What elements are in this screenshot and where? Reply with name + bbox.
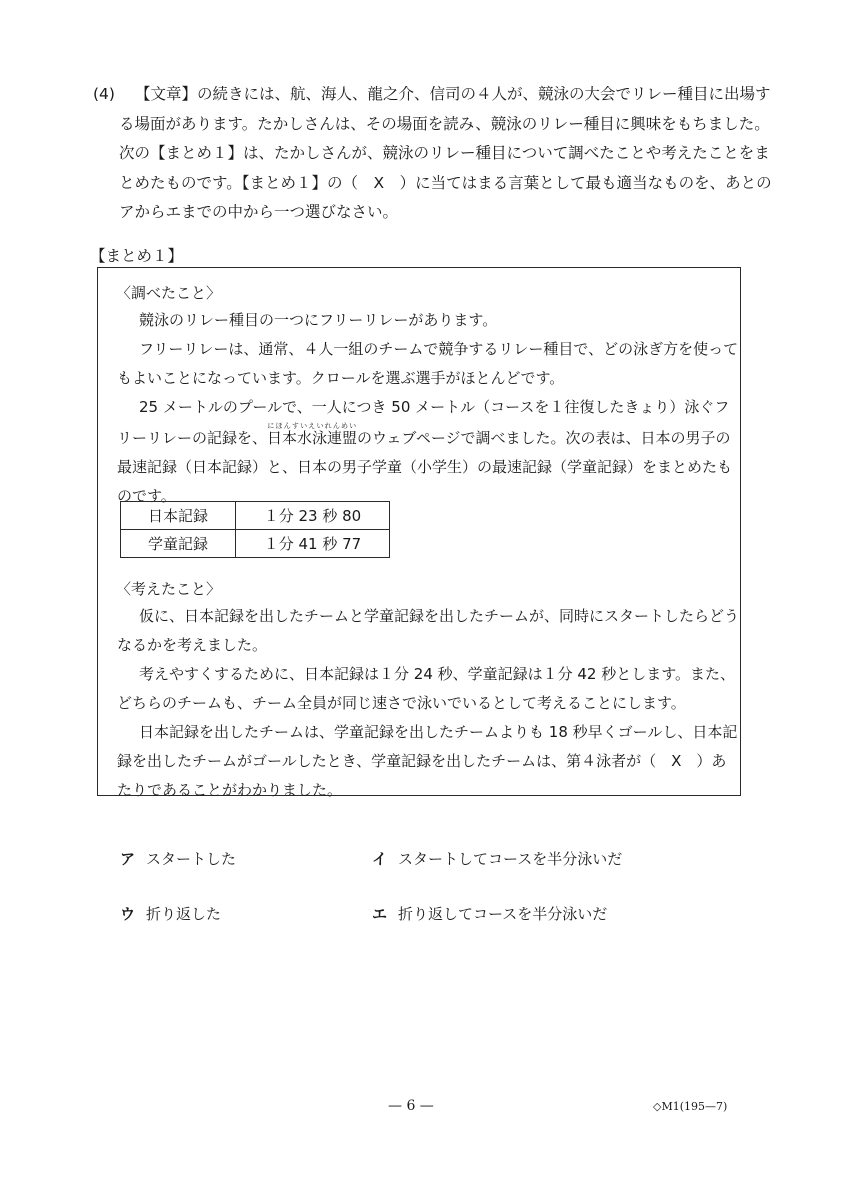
choice-u bbox=[120, 903, 221, 924]
considered-p3-line: 録を出したチームがゴールしたとき、学童記録を出したチームは、第４泳者が（ X ）あ bbox=[117, 752, 727, 770]
choice-label: ア bbox=[120, 850, 136, 868]
choice-text: 折り返した bbox=[146, 905, 222, 923]
considered-heading: 〈考えたこと〉 bbox=[116, 580, 222, 598]
summary-box bbox=[97, 267, 741, 799]
researched-p1: 競泳のリレー種目の一つにフリーリレーがあります。 bbox=[139, 311, 498, 329]
table-row bbox=[121, 502, 390, 530]
ruby-base: 日本水泳連盟 bbox=[267, 429, 358, 447]
choice-text: 折り返してコースを半分泳いだ bbox=[398, 905, 608, 923]
researched-p3-line: 25 メートルのプールで、一人につき 50 メートル（コースを１往復したきょり）泳ぐフ bbox=[139, 398, 730, 416]
record-value: １分 23 秒 80 bbox=[236, 502, 390, 530]
page-number: — 6 — bbox=[388, 1098, 434, 1114]
record-label: 学童記録 bbox=[121, 530, 236, 558]
considered-p3-line: 日本記録を出したチームは、学童記録を出したチームよりも 18 秒早くゴールし、日本記 bbox=[139, 723, 738, 741]
choice-i bbox=[372, 848, 622, 869]
question-line: 【文章】の続きには、航、海人、龍之介、信司の４人が、競泳の大会でリレー種目に出場す bbox=[135, 85, 771, 103]
choice-label: エ bbox=[372, 905, 388, 923]
researched-heading: 〈調べたこと〉 bbox=[116, 284, 222, 302]
researched-p2-line: フリーリレーは、通常、４人一組のチームで競争するリレー種目で、どの泳ぎ方を使って bbox=[139, 340, 739, 358]
question-number: (4) bbox=[93, 85, 115, 103]
researched-p3-line: 最速記録（日本記録）と、日本の男子学童（小学生）の最速記録（学童記録）をまとめたも bbox=[117, 458, 733, 476]
considered-p1-line: 仮に、日本記録を出したチームと学童記録を出したチームが、同時にスタートしたらどう bbox=[139, 607, 740, 625]
question-line: 次の【まとめ１】は、たかしさんが、競泳のリレー種目について調べたことや考えたことをま bbox=[119, 144, 770, 162]
question-line: とめたものです。【まとめ１】の（ X ）に当てはまる言葉として最も適当なものを、あとの bbox=[119, 173, 772, 192]
records-table bbox=[120, 501, 390, 558]
summary-title: 【まとめ１】 bbox=[90, 247, 184, 265]
considered-p1-line: なるかを考えました。 bbox=[117, 636, 268, 654]
choice-text: スタートしてコースを半分泳いだ bbox=[398, 850, 623, 868]
choice-text: スタートした bbox=[146, 850, 237, 868]
exam-code: ◇M1(195—7) bbox=[653, 1100, 728, 1113]
text-segment: リーリレーの記録を、 bbox=[117, 429, 268, 447]
considered-p3-line: たりであることがわかりました。 bbox=[117, 781, 343, 799]
table-row bbox=[121, 530, 390, 558]
considered-paragraphs bbox=[117, 602, 740, 805]
text-segment: のウェブページで調べました。次の表は、日本の男子の bbox=[357, 429, 731, 447]
considered-p2-line: どちらのチームも、チーム全員が同じ速さで泳いでいるとして考えることにします。 bbox=[117, 694, 686, 712]
record-label: 日本記録 bbox=[121, 502, 236, 530]
ruby-japan-swimming-federation bbox=[267, 422, 358, 447]
considered-p2-line: 考えやすくするために、日本記録は１分 24 秒、学童記録は１分 42 秒とします。また、 bbox=[139, 665, 736, 683]
record-value: １分 41 秒 77 bbox=[236, 530, 390, 558]
researched-paragraphs bbox=[117, 306, 737, 511]
researched-p2-line: もよいことになっています。クロールを選ぶ選手がほとんどです。 bbox=[117, 369, 565, 387]
question-4 bbox=[93, 80, 772, 228]
choice-label: イ bbox=[372, 850, 388, 868]
ruby-reading: にほんすいえいれんめい bbox=[267, 422, 358, 430]
researched-p3-line bbox=[117, 422, 737, 453]
choice-a bbox=[120, 848, 236, 869]
choice-e bbox=[372, 903, 607, 924]
researched-p3-line: のです。 bbox=[117, 487, 176, 505]
question-line: る場面があります。たかしさんは、その場面を読み、競泳のリレー種目に興味をもちました。 bbox=[119, 114, 770, 133]
choice-label: ウ bbox=[120, 905, 136, 923]
question-line: アからエまでの中から一つ選びなさい。 bbox=[119, 203, 399, 221]
